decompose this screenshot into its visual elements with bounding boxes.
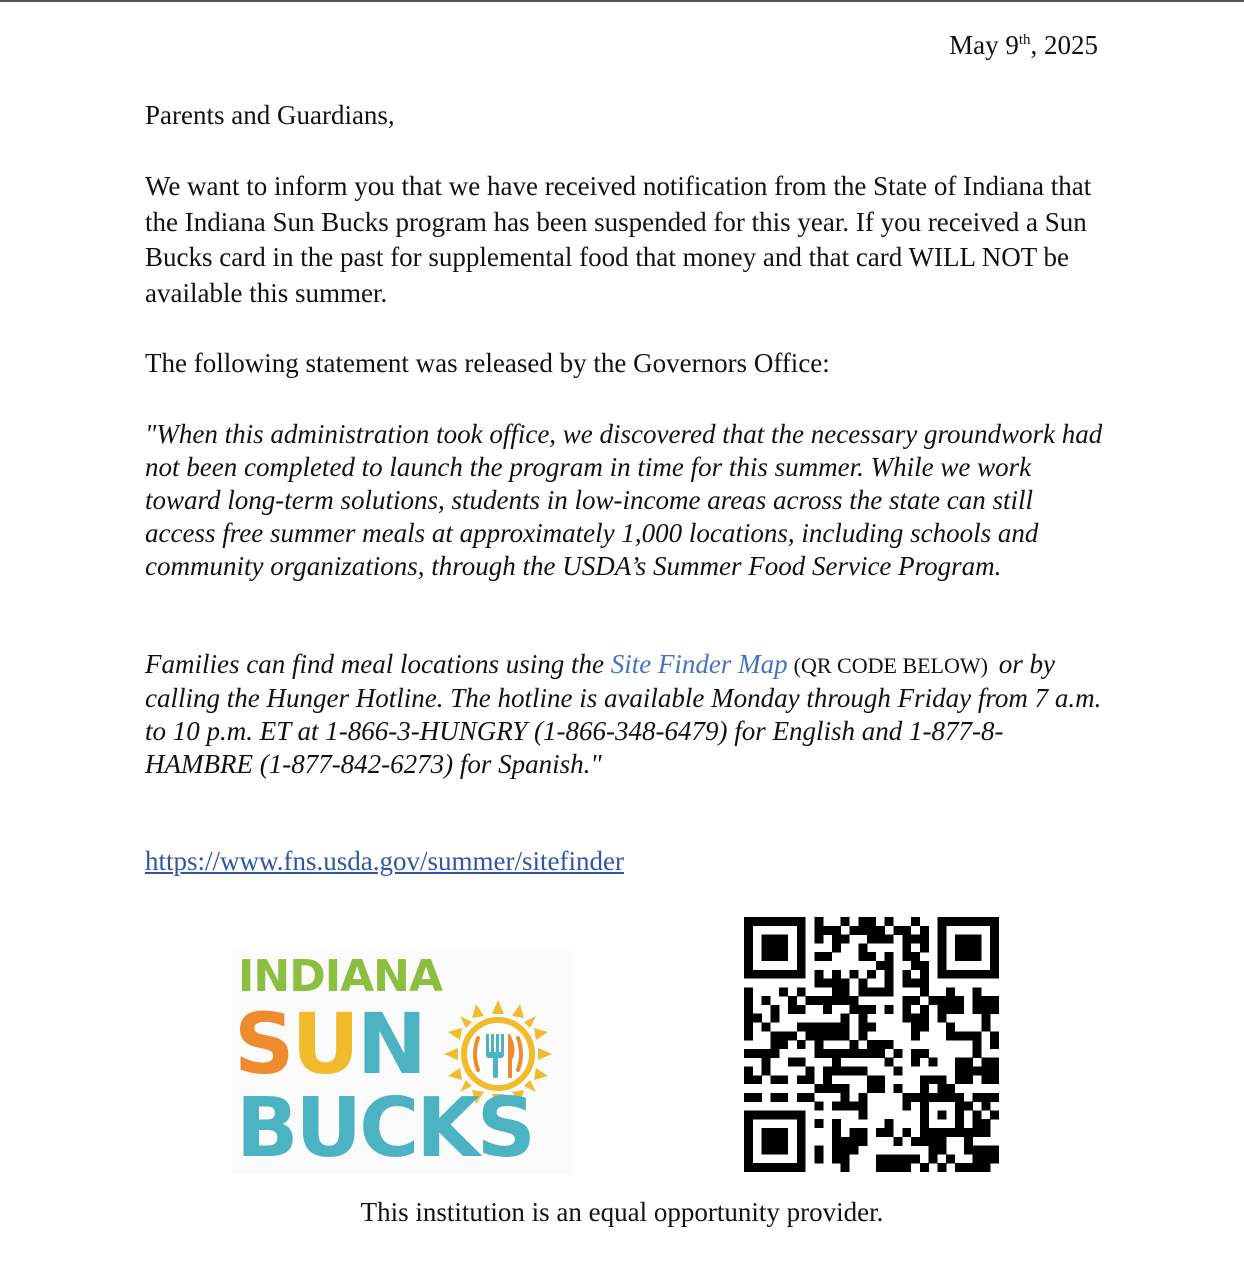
logo-indiana-text: INDIANA: [238, 951, 443, 1002]
indiana-sun-bucks-logo: [232, 950, 572, 1175]
governor-quote-paragraph-2: [145, 648, 1110, 781]
statement-intro: The following statement was released by the Governors Office:: [145, 348, 830, 378]
logo-bucks-text: BUCKS: [236, 1081, 533, 1176]
qr-code-note: (QR CODE BELOW): [793, 653, 988, 678]
quote-text-after: or by calling the Hunger Hotline. The hotline is available Monday through Friday from 7 a.m. to 10 p.m. ET at 1-866-3-HUNGRY (1-866-348-6479) for English and 1-877-8-HAMBRE (1-877-842-6273) for Spanish.": [145, 649, 1102, 779]
quote-text-before: Families can find meal locations using the: [145, 649, 611, 679]
equal-opportunity-footer: This institution is an equal opportunity provider.: [360, 1197, 884, 1227]
letter-date: May 9th, 2025: [949, 30, 1098, 60]
site-finder-url-link[interactable]: https://www.fns.usda.gov/summer/sitefinder: [145, 846, 624, 876]
qr-code-icon: [744, 917, 999, 1172]
site-finder-map-link[interactable]: Site Finder Map: [610, 649, 788, 679]
logo-sun-text: SUN: [234, 995, 425, 1093]
top-border: [0, 0, 1244, 2]
governor-quote-paragraph-1: "When this administration took office, we discovered that the necessary groundwork had not been completed to launch the program in time for this summer. While we work toward long-term solutions, students in low-income areas across the state can still access free summer meals at approximately 1,000 locations, including schools and community organizations, through the USDA’s Summer Food Service Program.: [145, 419, 1103, 581]
notice-paragraph: We want to inform you that we have received notification from the State of Indiana that the Indiana Sun Bucks program has been suspended for this year. If you received a Sun Bucks card in the past for supplemental food that money and that card WILL NOT be available this summer.: [145, 171, 1092, 308]
greeting: Parents and Guardians,: [145, 100, 395, 130]
